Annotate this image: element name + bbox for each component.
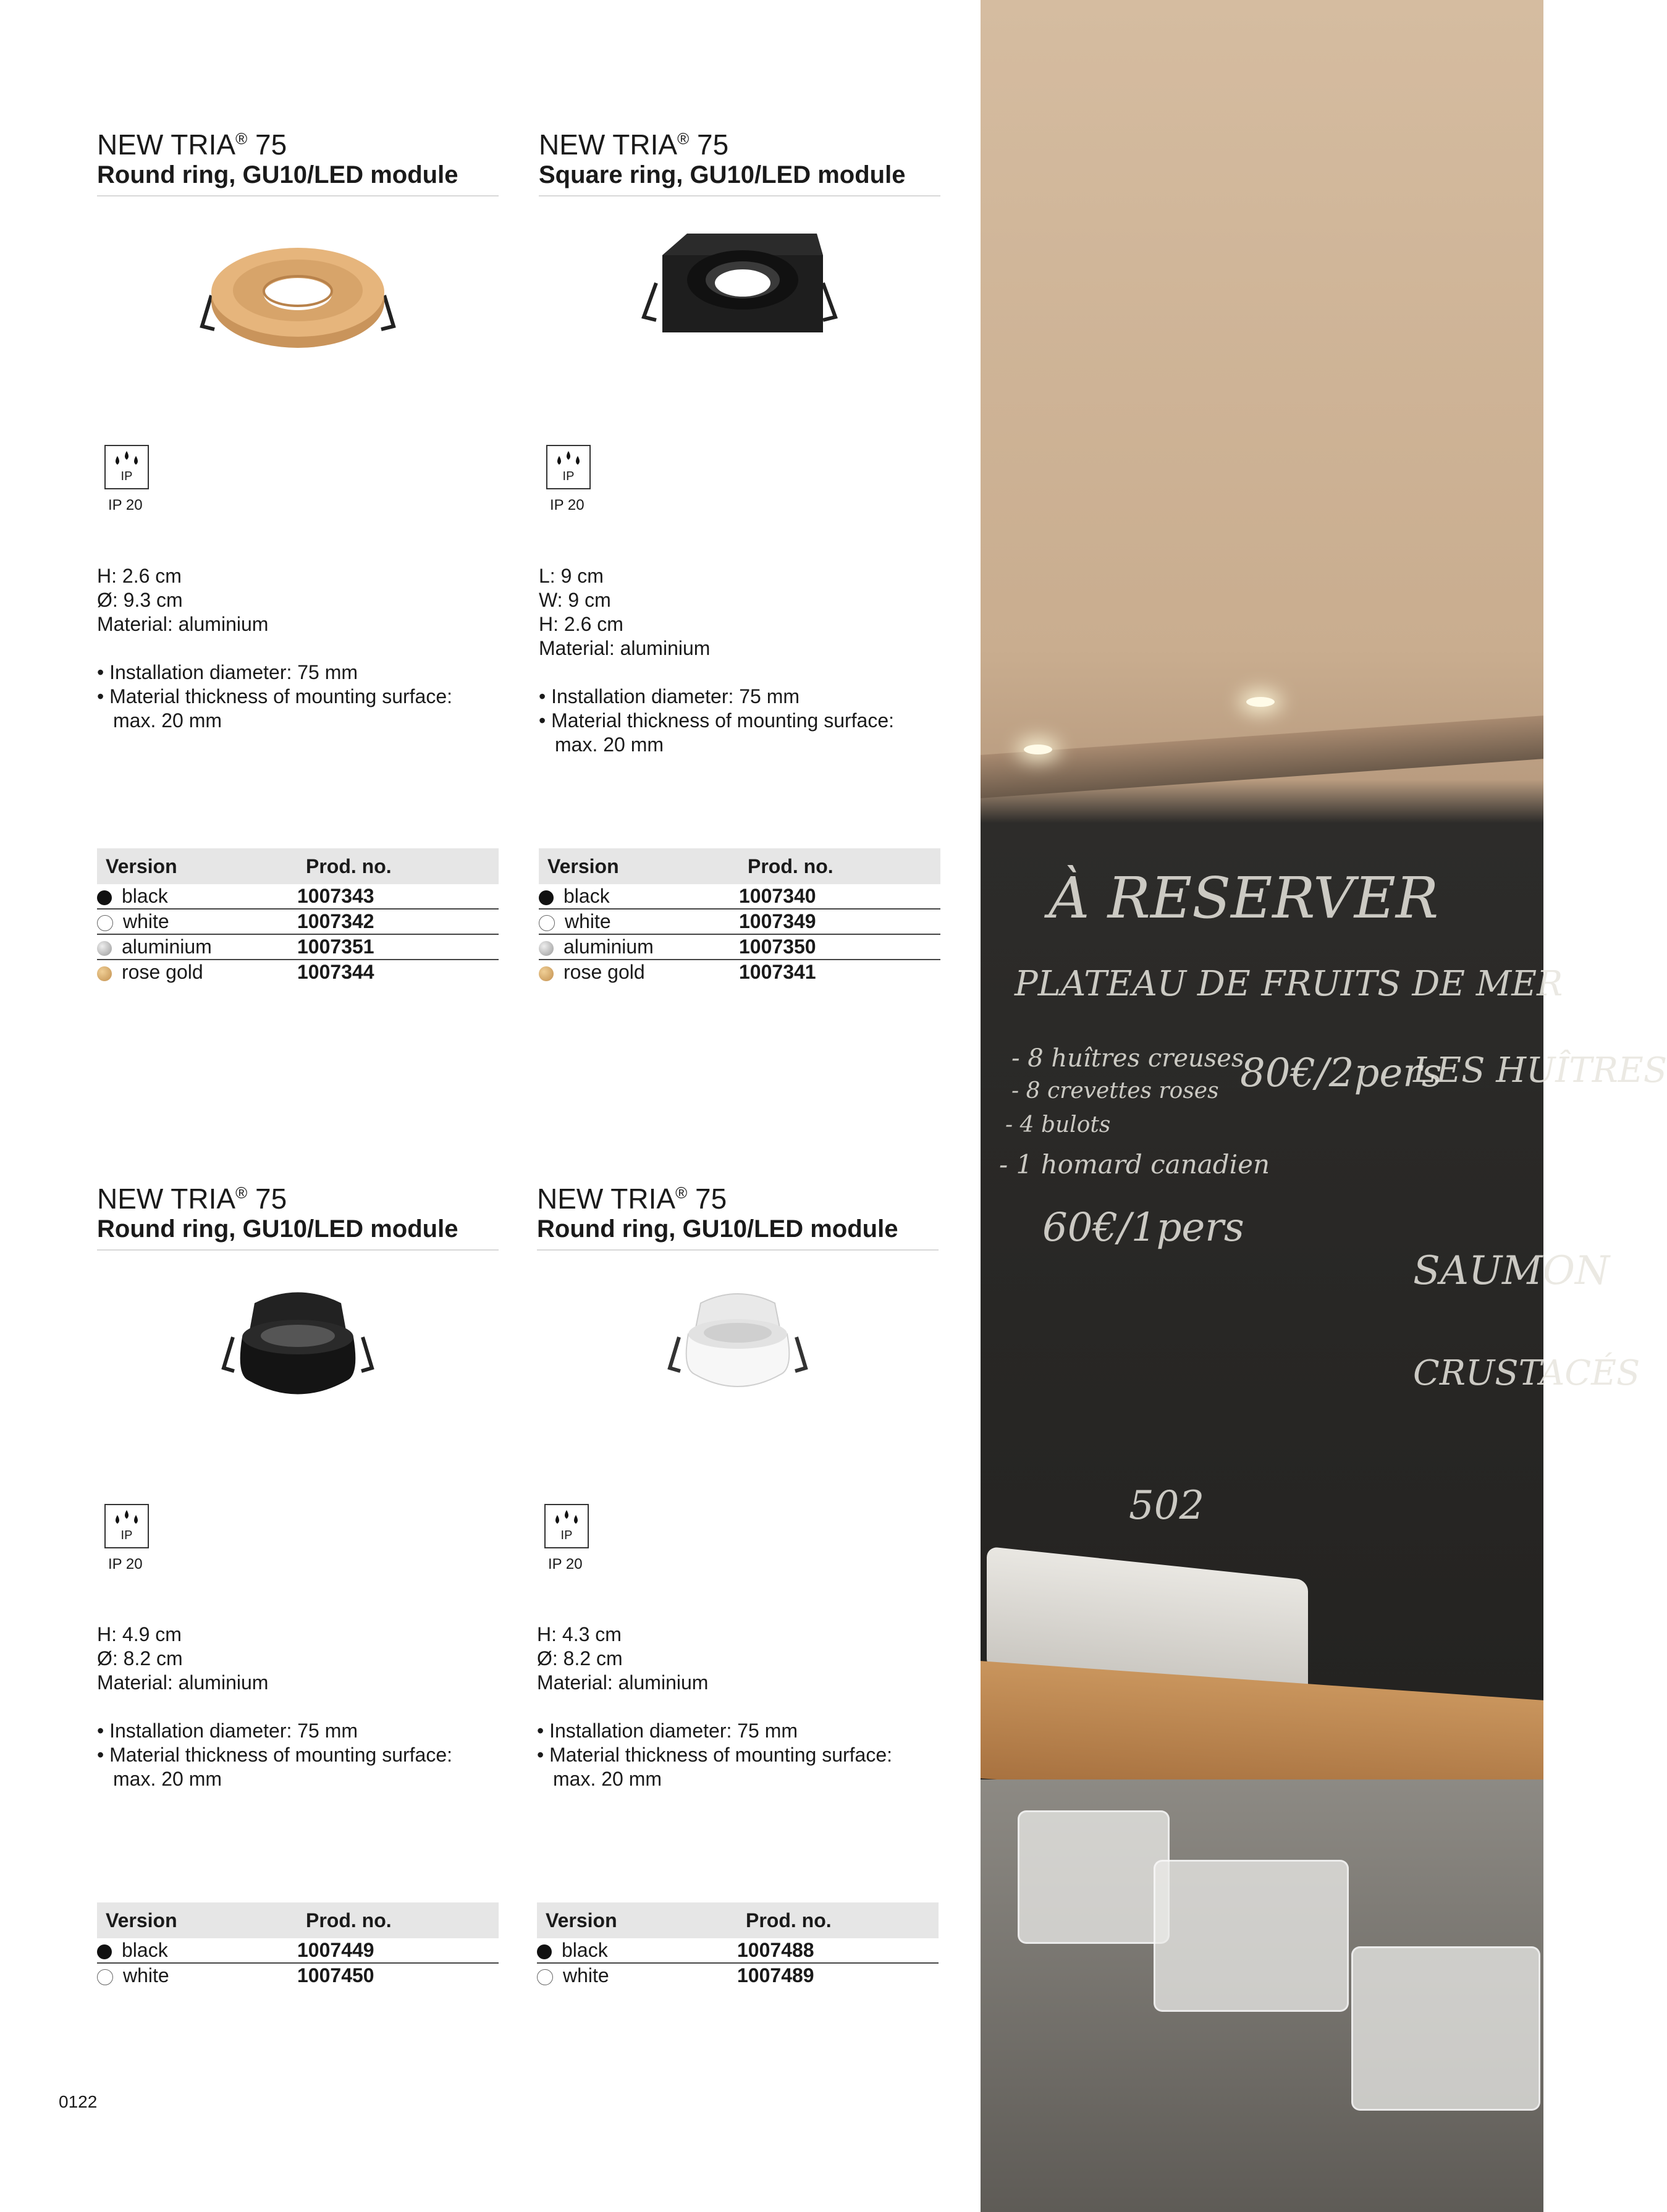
product-title: NEW TRIA® 75 [539, 129, 729, 161]
deep-ring-white-image [636, 1275, 840, 1417]
spec-line: Ø: 8.2 cm [537, 1647, 623, 1670]
spec-line: H: 4.9 cm [97, 1623, 182, 1645]
table-row: aluminium 1007350 [539, 934, 940, 960]
product-subtitle: Round ring, GU10/LED module [537, 1215, 939, 1251]
ip-label: IP 20 [548, 1556, 583, 1572]
spec-line: Material: aluminium [97, 1671, 269, 1694]
product-title: NEW TRIA® 75 [97, 129, 287, 161]
product-image [537, 1251, 939, 1436]
color-swatch [537, 1944, 552, 1959]
chalk-text: - 8 crevettes roses [1011, 1078, 1219, 1104]
bullet: • Installation diameter: 75 mm [97, 1720, 358, 1742]
table-row: white 1007450 [97, 1963, 499, 1988]
ip-label: IP 20 [108, 497, 143, 513]
food-container [1154, 1860, 1349, 2012]
spec-line: Ø: 8.2 cm [97, 1647, 183, 1670]
product-deep-round-ring-white [537, 1183, 939, 1986]
chalk-text: PLATEAU DE FRUITS DE MER [1015, 964, 1563, 1004]
ip-rating-icon: IP [546, 445, 591, 489]
chalk-text: SAUMON [1413, 1248, 1610, 1294]
color-swatch [537, 1969, 553, 1985]
restaurant-photo [981, 0, 1667, 2166]
page-number: 0122 [59, 2092, 98, 2111]
product-title: NEW TRIA® 75 [97, 1183, 287, 1215]
product-image [539, 196, 940, 382]
color-swatch [97, 1944, 112, 1959]
food-container [1018, 1810, 1170, 1944]
product-subtitle: Round ring, GU10/LED module [97, 1215, 499, 1251]
table-row: white 1007349 [539, 909, 940, 934]
spec-line: H: 2.6 cm [539, 613, 623, 635]
product-square-ring-black [539, 129, 940, 983]
table-row: rose gold 1007344 [97, 960, 499, 984]
chalk-text: À RESERVER [1049, 865, 1439, 931]
bullet: • Installation diameter: 75 mm [537, 1720, 798, 1742]
color-swatch [539, 890, 554, 905]
color-swatch [539, 966, 554, 981]
chalk-text: 502 [1129, 1483, 1205, 1529]
chalk-text: - 1 homard canadien [999, 1149, 1270, 1180]
product-specs [539, 564, 940, 757]
table-row: aluminium 1007351 [97, 934, 499, 960]
table-row: black 1007488 [537, 1938, 939, 1963]
ip-rating-icon: IP [104, 1504, 149, 1548]
chalk-text: - 4 bulots [1005, 1112, 1111, 1138]
chalk-text: CRUSTACÉS [1413, 1353, 1640, 1393]
spec-line: Material: aluminium [539, 637, 711, 659]
product-deep-round-ring-black [97, 1183, 499, 1986]
spec-line: H: 2.6 cm [97, 565, 182, 587]
bullet: • Installation diameter: 75 mm [97, 661, 358, 683]
food-container [1351, 1946, 1540, 2111]
bullet: • Material thickness of mounting surface: max. 20 mm [97, 685, 453, 732]
ip-label: IP 20 [108, 1556, 143, 1572]
chalk-text: LES HUÎTRES [1413, 1050, 1667, 1091]
product-specs [97, 564, 499, 733]
round-ring-image [196, 221, 400, 363]
table-row: rose gold 1007341 [539, 960, 940, 984]
version-table: Version Prod. no. black 1007449 white 1007450 [97, 1902, 499, 1988]
ceiling-spotlight [1246, 697, 1275, 707]
ip-rating-icon: IP [544, 1504, 589, 1548]
color-swatch [97, 966, 112, 981]
product-specs [537, 1623, 939, 1791]
product-image [97, 1251, 499, 1436]
bullet: • Installation diameter: 75 mm [539, 685, 800, 707]
spec-line: L: 9 cm [539, 565, 604, 587]
version-table: Version Prod. no. black 1007343 white 1007342 aluminium 1007351 rose gold 1007344 [97, 848, 499, 984]
spec-line: Ø: 9.3 cm [97, 589, 183, 611]
chalk-text: - 8 huîtres creuses [1011, 1044, 1244, 1073]
ip-rating-icon: IP [104, 445, 149, 489]
color-swatch [539, 915, 555, 931]
color-swatch [97, 890, 112, 905]
table-row: white 1007489 [537, 1963, 939, 1988]
product-title: NEW TRIA® 75 [537, 1183, 727, 1215]
table-row: black 1007449 [97, 1938, 499, 1963]
color-swatch [97, 941, 112, 956]
bullet: • Material thickness of mounting surface: max. 20 mm [537, 1744, 893, 1790]
color-swatch [97, 915, 113, 931]
product-specs [97, 1623, 499, 1791]
version-table: Version Prod. no. black 1007488 white 1007489 [537, 1902, 939, 1988]
product-round-ring-rose-gold [97, 129, 499, 983]
product-subtitle: Round ring, GU10/LED module [97, 161, 499, 196]
deep-ring-black-image [196, 1275, 400, 1417]
product-image [97, 196, 499, 382]
color-swatch [539, 941, 554, 956]
chalk-text: 80€/2pers [1240, 1050, 1442, 1096]
spec-line: W: 9 cm [539, 589, 611, 611]
table-row: black 1007343 [97, 884, 499, 909]
ceiling-edge [981, 716, 1543, 798]
bullet: • Material thickness of mounting surface: max. 20 mm [539, 709, 895, 756]
chalk-text: 60€/1pers [1042, 1205, 1244, 1251]
ceiling-spotlight [1024, 745, 1052, 754]
product-subtitle: Square ring, GU10/LED module [539, 161, 940, 196]
table-row: white 1007342 [97, 909, 499, 934]
square-ring-image [638, 221, 842, 363]
table-row: black 1007340 [539, 884, 940, 909]
version-table: Version Prod. no. black 1007340 white 1007349 aluminium 1007350 rose gold 1007341 [539, 848, 940, 984]
spec-line: Material: aluminium [97, 613, 269, 635]
spec-line: Material: aluminium [537, 1671, 709, 1694]
ip-label: IP 20 [550, 497, 585, 513]
bullet: • Material thickness of mounting surface: max. 20 mm [97, 1744, 453, 1790]
color-swatch [97, 1969, 113, 1985]
spec-line: H: 4.3 cm [537, 1623, 622, 1645]
